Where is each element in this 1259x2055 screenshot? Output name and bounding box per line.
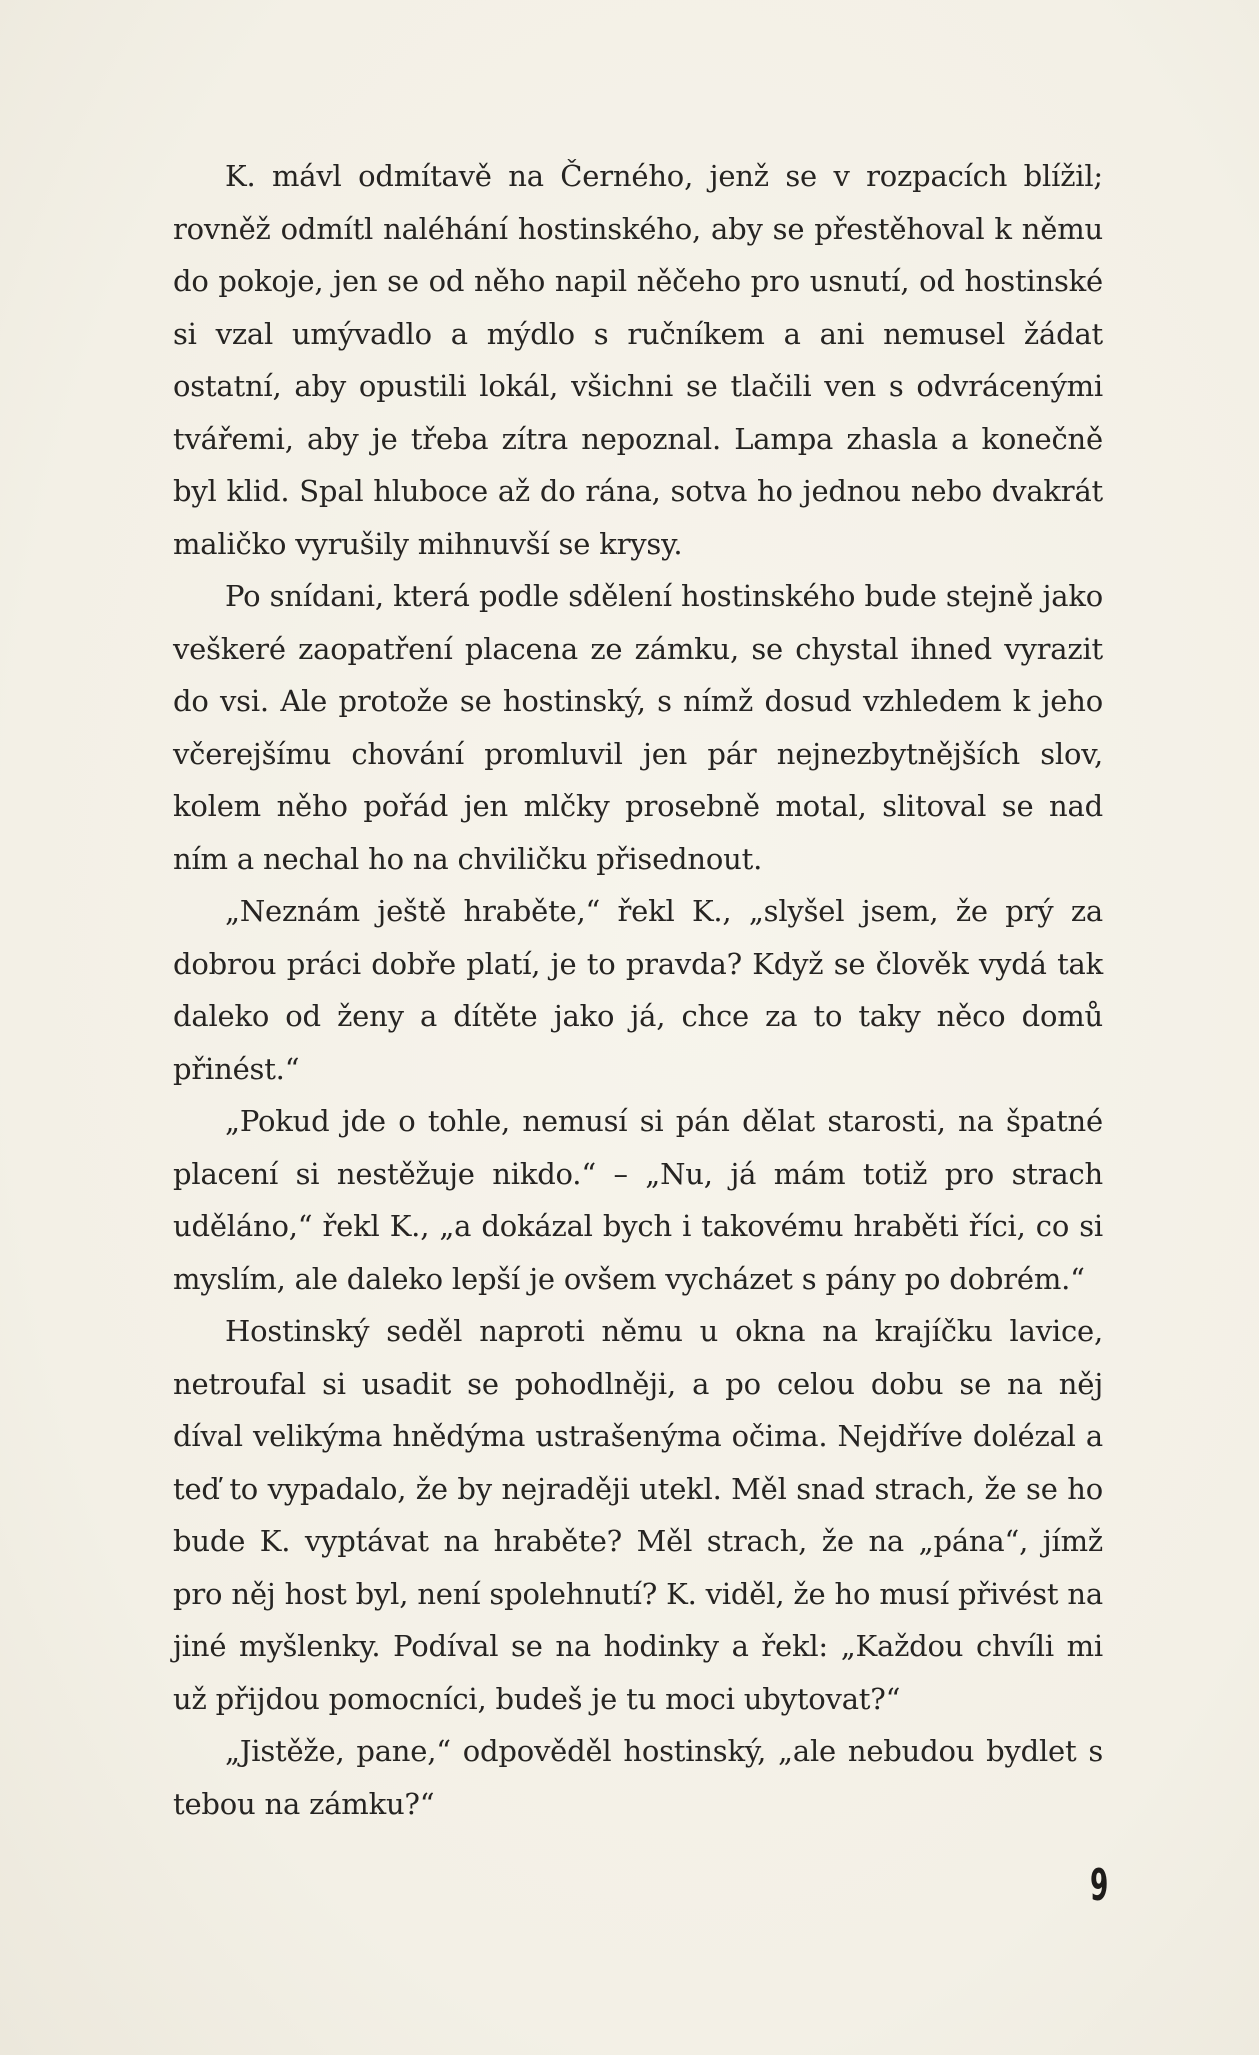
- paragraph-2: Po snídani, která podle sdělení hostinského bude stejně jako veškeré zaopatření placena ze zámku, se chystal ihned vyrazit do vsi. Ale protože se hostinský, s nímž dosud vzhledem k jeho včerejšímu chování promluvil jen pár nejnezbytnějších slov, kolem něho pořád jen mlčky prosebně motal, slitoval se nad ním a nechal ho na chviličku přisednout.: [173, 579, 1103, 876]
- paragraph-4: „Pokud jde o tohle, nemusí si pán dělat starosti, na špatné placení si nestěžuje nikdo.“ – „Nu, já mám totiž pro strach uděláno,“ řekl K., „a dokázal bych i takovému hraběti říci, co si myslím, ale daleko lepší je ovšem vycházet s pány po dobrém.“: [173, 1104, 1103, 1296]
- paragraph-5: Hostinský seděl naproti němu u okna na krajíčku lavice, netroufal si usadit se pohodlněji, a po celou dobu se na něj díval velikýma hnědýma ustrašenýma očima. Nejdříve dolézal a teď to vypadalo, že by nejraději utekl. Měl snad strach, že se ho bude K. vyptávat na hraběte? Měl strach, že na „pána“, jímž pro něj host byl, není spolehnutí? K. viděl, že ho musí přivést na jiné myšlenky. Podíval se na hodinky a řekl: „Každou chvíli mi už přijdou pomocníci, budeš je tu moci ubytovat?“: [173, 1314, 1103, 1716]
- paragraph-3: „Neznám ještě hraběte,“ řekl K., „slyšel jsem, že prý za dobrou práci dobře platí, je to pravda? Když se člověk vydá tak daleko od ženy a dítěte jako já, chce za to taky něco domů přinést.“: [173, 894, 1103, 1086]
- paragraph-1: K. mávl odmítavě na Černého, jenž se v rozpacích blížil; rovněž odmítl naléhání hostinského, aby se přestěhoval k němu do pokoje, jen se od něho napil něčeho pro usnutí, od hostinské si vzal umývadlo a mýdlo s ručníkem a ani nemusel žádat ostatní, aby opustili lokál, všichni se tlačili ven s odvrácenými tvářemi, aby je třeba zítra nepoznal. Lampa zhasla a konečně byl klid. Spal hluboce až do rána, sotva ho jednou nebo dvakrát maličko vyrušily mihnuvší se krysy.: [173, 159, 1103, 561]
- paragraph-6: „Jistěže, pane,“ odpověděl hostinský, „ale nebudou bydlet s tebou na zámku?“: [173, 1734, 1103, 1821]
- page-number: 9: [1090, 1860, 1109, 1911]
- body-text: [173, 150, 1103, 1830]
